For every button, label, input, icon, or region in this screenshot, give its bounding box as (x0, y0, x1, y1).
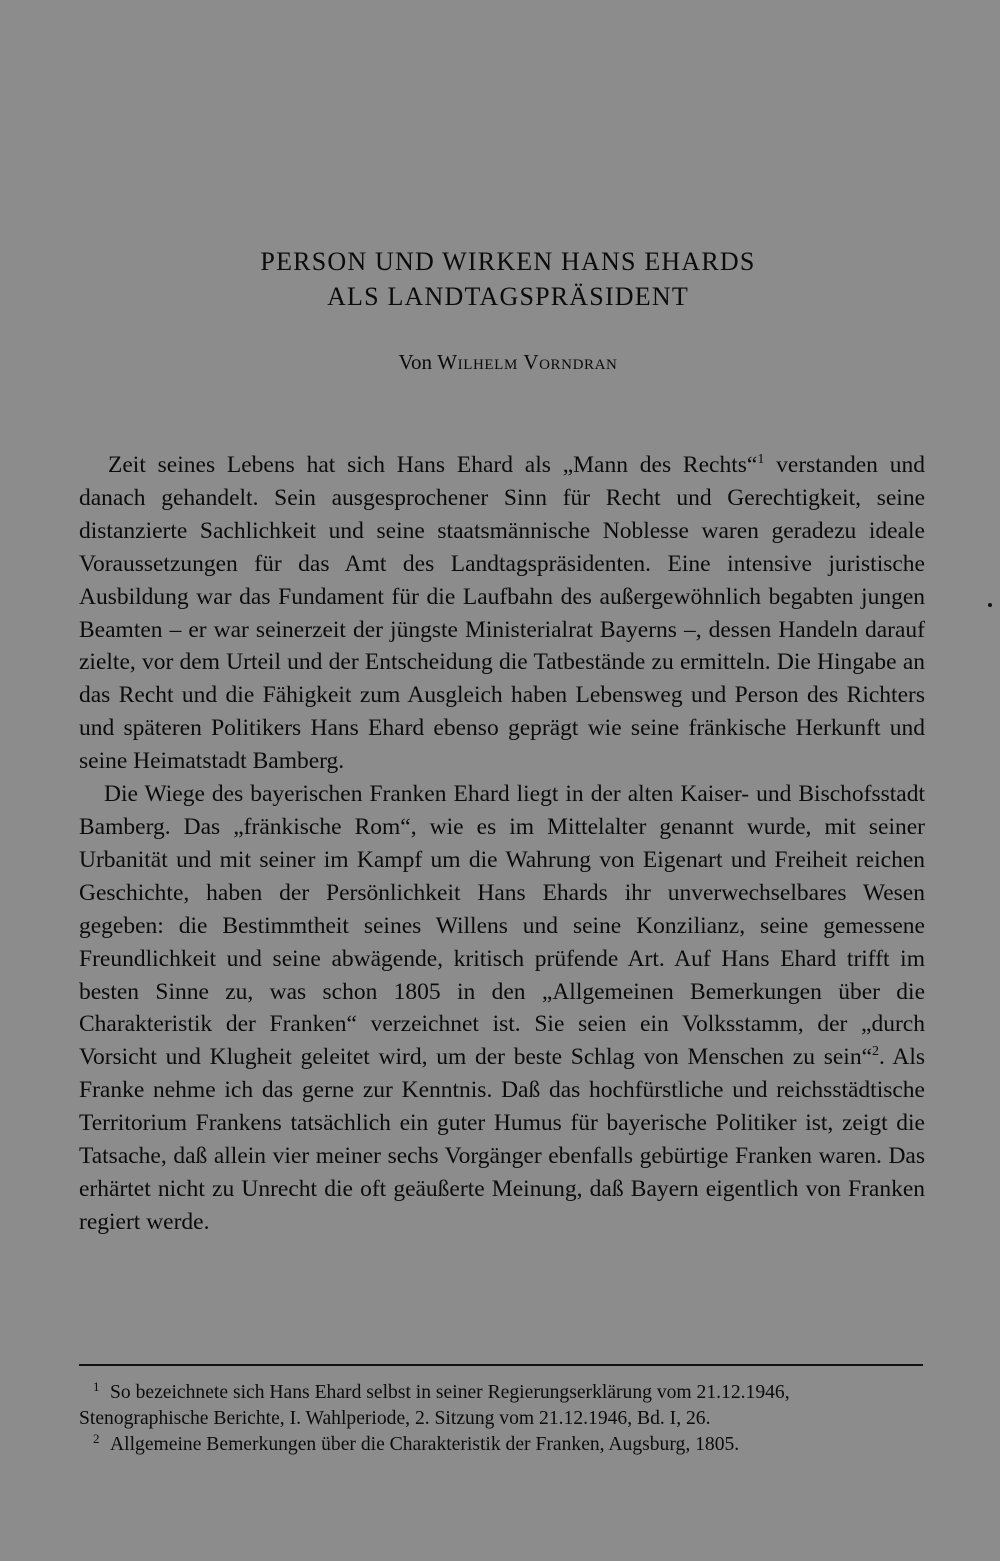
scan-speck (988, 603, 992, 607)
footnote-1-line-2: Stenographische Berichte, I. Wahlperiode, 2. Sitzung vom 21.12.1946, Bd. I, 26. (79, 1408, 711, 1429)
footnote-1-line-1: So bezeichnete sich Hans Ehard selbst in seiner Regierungserklärung vom 21.12.1946, (110, 1382, 790, 1403)
article-body (79, 449, 925, 1239)
footnote-number: 1 (93, 1379, 100, 1394)
paragraph-1 (79, 449, 925, 778)
footnote-number: 2 (93, 1431, 100, 1446)
author-byline (0, 350, 1000, 375)
paragraph-2-text-b: . Als Franke nehme ich das gerne zur Kenntnis. Daß das hochfürstliche und reichsstädtische Territorium Frankens tatsächlich ein guter Humus für bayerische Politiker ist, zeigt die Tatsache, daß allein vier meiner sechs Vorgänger ebenfalls gebürtige Franken waren. Das erhärtet nicht zu Unrecht die oft geäußerte Meinung, daß Bayern eigentlich von Franken regiert werde. (79, 1044, 926, 1235)
footnote-2 (79, 1432, 925, 1458)
article-title-line-2: ALS LANDTAGSPRÄSIDENT (327, 282, 689, 311)
article-title-line-1: PERSON UND WIRKEN HANS EHARDS (260, 247, 756, 276)
paragraph-2 (79, 778, 925, 1239)
paragraph-1-text-a: Zeit seines Lebens hat sich Hans Ehard als „Mann des Rechts“ (108, 452, 758, 478)
author-name: Wilhelm Vorndran (437, 350, 618, 374)
footnote-divider (79, 1364, 923, 1366)
paragraph-2-text-a: Die Wiege des bayerischen Franken Ehard liegt in der alten Kaiser- und Bischofsstadt Bamberg. Das „fränkische Rom“, wie es im Mittelalter genannt wurde, mit seiner Urbanität und mit seiner im Kampf um die Wahrung von Eigenart und Freiheit reichen Geschichte, haben der Persönlichkeit Hans Ehards ihr unverwechselbares Wesen gegeben: die Bestimmtheit seines Willens und seine Konzilianz, seine gemessene Freundlichkeit und seine abwägende, kritisch prüfende Art. Auf Hans Ehard trifft im besten Sinne zu, was schon 1805 in den „Allgemeinen Bemerkungen über die Charakteristik der Franken“ verzeichnet ist. Sie seien ein Volksstamm, der „durch Vorsicht und Klugheit geleitet wird, um der beste Schlag von Menschen zu sein“ (79, 781, 925, 1071)
footnote-1 (79, 1380, 925, 1432)
byline-prefix: Von (398, 350, 432, 374)
footnote-2-line-1: Allgemeine Bemerkungen über die Charakteristik der Franken, Augsburg, 1805. (110, 1434, 740, 1455)
paragraph-1-text-b: verstanden und danach gehandelt. Sein ausgesprochener Sinn für Recht und Gerechtigkeit, seine distanzierte Sachlichkeit und seine staatsmännische Noblesse waren geradezu ideale Voraussetzungen für das Amt des Landtagspräsidenten. Eine intensive juristische Ausbildung war das Fundament für die Laufbahn des außergewöhnlich begabten jungen Beamten – er war seinerzeit der jüngste Ministerialrat Bayerns –, dessen Handeln darauf zielte, vor dem Urteil und der Entscheidung die Tatbestände zu ermitteln. Die Hingabe an das Recht und die Fähigkeit zum Ausgleich haben Lebensweg und Person des Richters und späteren Politikers Hans Ehard ebenso geprägt wie seine fränkische Herkunft und seine Heimatstadt Bamberg. (79, 452, 925, 775)
footnotes (79, 1380, 925, 1458)
footnote-ref-2: 2 (872, 1044, 880, 1060)
footnote-ref-1: 1 (757, 452, 765, 467)
